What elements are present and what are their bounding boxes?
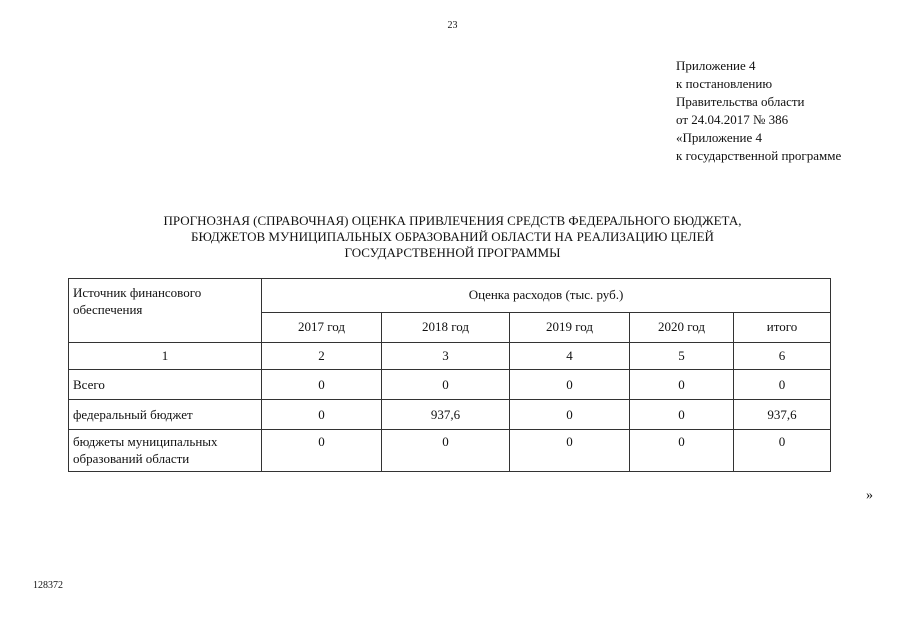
table-cell: 0 — [510, 370, 630, 400]
appendix-note-line: Приложение 4 — [676, 58, 756, 73]
appendix-note-line: «Приложение 4 — [676, 130, 763, 145]
appendix-note — [676, 57, 841, 165]
table-cell: 0 — [510, 400, 630, 430]
source-header: Источник финансового обеспечения — [69, 279, 262, 343]
table-cell: 937,6 — [382, 400, 510, 430]
table-cell: 937,6 — [734, 400, 831, 430]
table-row — [69, 400, 831, 430]
page-number: 23 — [447, 20, 458, 31]
column-number: 6 — [734, 343, 831, 370]
appendix-note-line: от 24.04.2017 № 386 — [676, 112, 789, 127]
appendix-note-line: к государственной программе — [676, 148, 842, 163]
column-number: 4 — [510, 343, 630, 370]
row-label: бюджеты муниципальных образований области — [69, 430, 262, 472]
row-label: Всего — [69, 370, 262, 400]
row-label: федеральный бюджет — [69, 400, 262, 430]
table-cell: 0 — [630, 430, 734, 472]
year-header: 2019 год — [510, 312, 630, 342]
table-cell: 0 — [262, 430, 382, 472]
column-number: 1 — [69, 343, 262, 370]
title-line: ПРОГНОЗНАЯ (СПРАВОЧНАЯ) ОЦЕНКА ПРИВЛЕЧЕНИЯ СРЕДСТВ ФЕДЕРАЛЬНОГО БЮДЖЕТА, — [163, 213, 742, 228]
table-cell: 0 — [630, 400, 734, 430]
appendix-note-line: к постановлению — [676, 76, 773, 91]
financing-table — [68, 278, 831, 472]
table-row — [69, 370, 831, 400]
table-cell: 0 — [510, 430, 630, 472]
table-cell: 0 — [262, 400, 382, 430]
year-header: 2018 год — [382, 312, 510, 342]
table-cell: 0 — [262, 370, 382, 400]
column-number: 5 — [630, 343, 734, 370]
total-header: итого — [734, 312, 831, 342]
table-cell: 0 — [382, 430, 510, 472]
document-title — [60, 213, 845, 261]
closing-quote: » — [866, 488, 873, 503]
year-header: 2020 год — [630, 312, 734, 342]
document-code: 128372 — [33, 580, 63, 591]
title-line: ГОСУДАРСТВЕННОЙ ПРОГРАММЫ — [344, 245, 561, 260]
table-cell: 0 — [734, 430, 831, 472]
column-number: 2 — [262, 343, 382, 370]
table-cell: 0 — [734, 370, 831, 400]
column-number-row — [69, 343, 831, 370]
column-number: 3 — [382, 343, 510, 370]
table-cell: 0 — [630, 370, 734, 400]
title-line: БЮДЖЕТОВ МУНИЦИПАЛЬНЫХ ОБРАЗОВАНИЙ ОБЛАСТИ НА РЕАЛИЗАЦИЮ ЦЕЛЕЙ — [191, 229, 714, 244]
appendix-note-line: Правительства области — [676, 94, 805, 109]
table-row — [69, 430, 831, 472]
year-header: 2017 год — [262, 312, 382, 342]
expense-estimate-header: Оценка расходов (тыс. руб.) — [262, 279, 831, 313]
table-cell: 0 — [382, 370, 510, 400]
